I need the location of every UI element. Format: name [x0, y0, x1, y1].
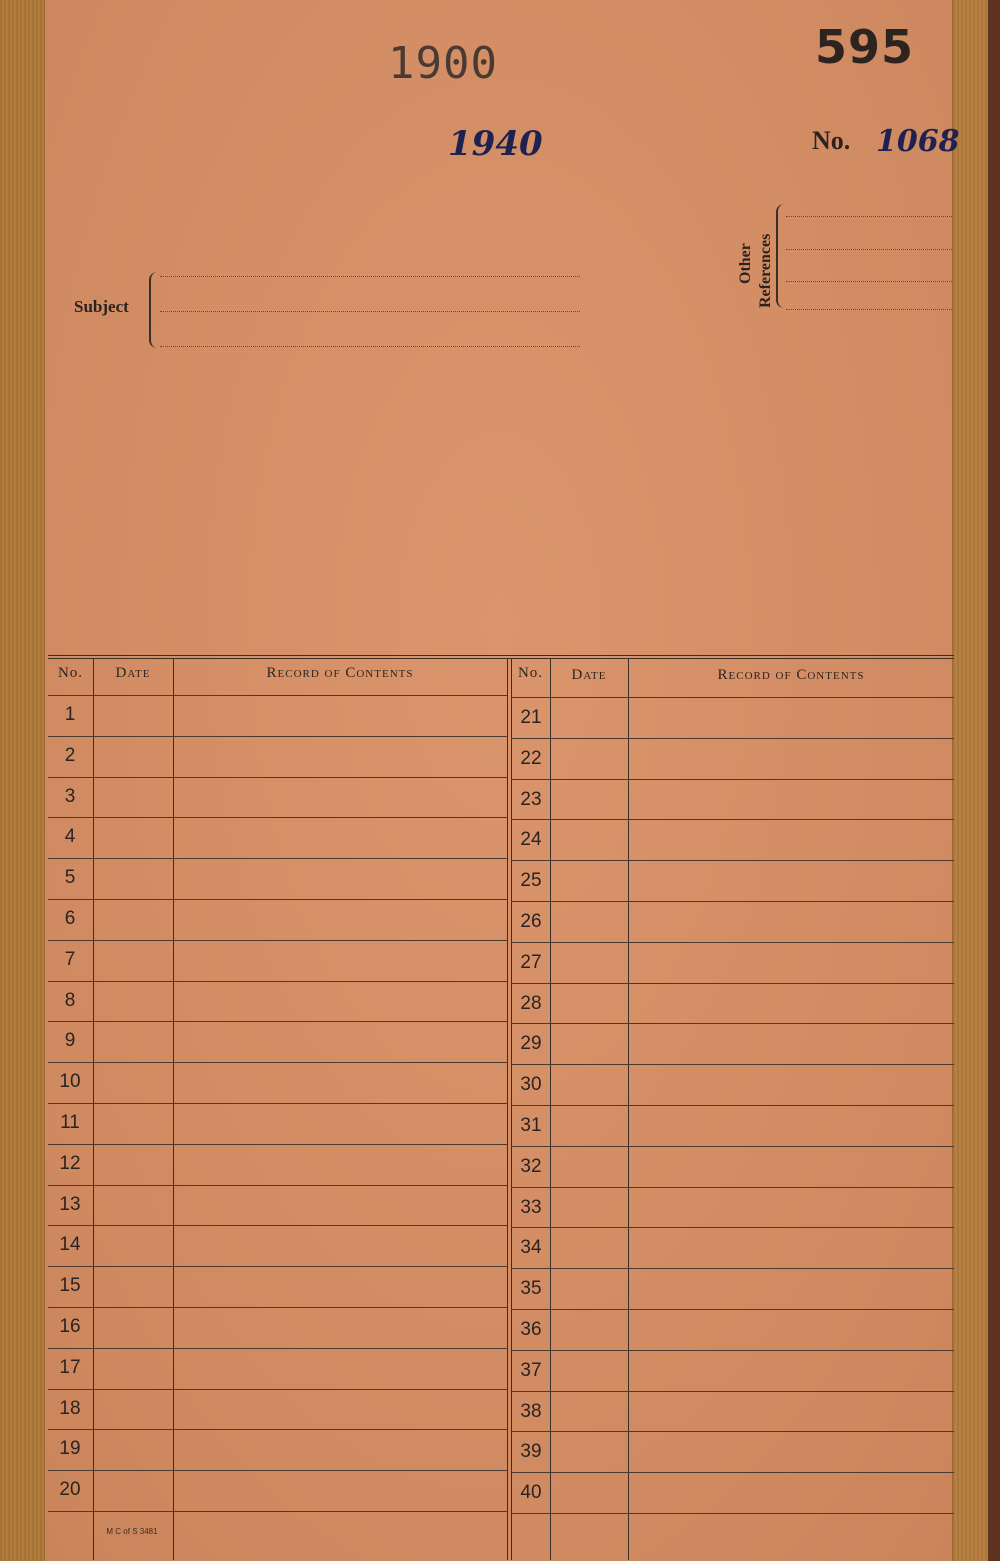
row-rule [511, 1187, 954, 1188]
row-rule [511, 1105, 954, 1106]
column-divider [173, 658, 174, 1560]
row-rule [511, 819, 954, 820]
row-rule [511, 983, 954, 984]
row-rule [511, 1391, 954, 1392]
reference-line [786, 249, 952, 250]
row-rule [48, 940, 507, 941]
row-number: 26 [520, 911, 542, 932]
row-number: 21 [520, 707, 542, 728]
row-number: 12 [59, 1152, 81, 1174]
row-number: 20 [59, 1479, 81, 1501]
row-rule [48, 777, 507, 778]
row-number: 14 [59, 1234, 81, 1256]
row-rule [511, 1268, 954, 1269]
row-number: 38 [520, 1400, 542, 1422]
table-top-rule [48, 655, 954, 656]
row-number: 13 [59, 1193, 81, 1215]
row-rule [511, 1309, 954, 1310]
row-number: 17 [59, 1356, 81, 1378]
row-number: 35 [520, 1278, 542, 1300]
row-rule [48, 1389, 507, 1390]
row-rule [511, 1513, 954, 1514]
row-number: 36 [520, 1319, 542, 1340]
row-number: 24 [520, 829, 542, 851]
row-number: 4 [64, 826, 76, 848]
row-rule [511, 738, 954, 739]
row-rule [48, 695, 507, 696]
row-number: 25 [520, 870, 542, 892]
left-binding-strip [0, 0, 45, 1561]
row-rule [511, 942, 954, 943]
row-rule [48, 1062, 507, 1063]
row-rule [511, 697, 954, 698]
contents-table [48, 655, 954, 1561]
left-col-date-header: Date [115, 665, 151, 681]
row-number: 37 [520, 1359, 542, 1381]
row-number: 22 [520, 747, 542, 769]
form-code: M C of S 3481 [106, 1527, 158, 1536]
row-rule [48, 1429, 507, 1430]
row-rule [511, 1064, 954, 1065]
row-number: 8 [64, 989, 76, 1011]
row-rule [48, 858, 507, 859]
row-rule [511, 901, 954, 902]
row-rule [48, 899, 507, 900]
row-rule [48, 1185, 507, 1186]
row-number: 34 [520, 1237, 542, 1259]
row-rule [511, 1227, 954, 1228]
row-rule [48, 1103, 507, 1104]
row-number: 10 [59, 1071, 81, 1093]
column-divider [507, 658, 508, 1560]
reference-line [786, 309, 952, 310]
row-number: 28 [520, 992, 542, 1014]
row-number: 30 [520, 1074, 542, 1096]
row-number: 32 [520, 1155, 542, 1177]
stamped-year: 1900 [388, 38, 498, 89]
row-number: 33 [520, 1196, 542, 1218]
subject-line [160, 276, 580, 277]
row-number: 15 [59, 1275, 81, 1297]
left-col-contents-header: Record of Contents [266, 665, 414, 681]
row-rule [48, 981, 507, 982]
row-number: 29 [520, 1033, 542, 1055]
right-binding-strip [952, 0, 989, 1561]
row-number: 7 [64, 948, 76, 970]
row-rule [48, 1511, 507, 1512]
row-number: 9 [64, 1030, 76, 1052]
row-rule [511, 860, 954, 861]
handwritten-year: 1940 [448, 124, 543, 164]
row-number: 19 [59, 1438, 81, 1460]
row-number: 40 [520, 1482, 542, 1504]
subject-brace [149, 272, 161, 348]
subject-label: Subject [74, 297, 129, 316]
reference-line [786, 216, 952, 217]
row-rule [48, 1144, 507, 1145]
table-top-rule [48, 658, 954, 659]
row-number: 6 [64, 908, 76, 929]
row-rule [511, 779, 954, 780]
row-rule [48, 1348, 507, 1349]
row-rule [48, 817, 507, 818]
references-brace [776, 204, 788, 308]
column-divider [628, 658, 629, 1560]
row-number: 3 [64, 785, 76, 807]
row-rule [48, 1021, 507, 1022]
row-number: 23 [520, 788, 542, 810]
other-references-line1: Other [737, 243, 754, 284]
left-col-no-header: No. [57, 665, 84, 681]
subject-line [160, 311, 580, 312]
row-rule [48, 1266, 507, 1267]
stamped-file-number: 595 [815, 20, 915, 74]
row-rule [511, 1146, 954, 1147]
row-number: 31 [520, 1115, 542, 1136]
row-rule [48, 736, 507, 737]
row-number: 16 [59, 1316, 81, 1337]
row-rule [48, 1307, 507, 1308]
right-col-contents-header: Record of Contents [717, 667, 865, 683]
row-rule [511, 1023, 954, 1024]
row-number: 27 [520, 951, 542, 973]
reference-line [786, 281, 952, 282]
row-number: 1 [64, 704, 76, 725]
number-label: No. [812, 126, 851, 155]
row-rule [511, 1350, 954, 1351]
row-number: 39 [520, 1441, 542, 1463]
other-references-line2: References [757, 233, 774, 308]
right-col-no-header: No. [517, 665, 544, 681]
row-number: 2 [64, 744, 76, 766]
row-number: 5 [64, 867, 76, 889]
subject-line [160, 346, 580, 347]
right-col-date-header: Date [571, 667, 607, 683]
row-rule [48, 1470, 507, 1471]
column-divider [93, 658, 94, 1560]
row-number: 18 [59, 1397, 81, 1419]
row-rule [511, 1431, 954, 1432]
row-number: 11 [60, 1112, 80, 1133]
page-edge [988, 0, 1000, 1561]
row-rule [511, 1472, 954, 1473]
handwritten-number: 1068 [876, 124, 960, 159]
row-rule [48, 1225, 507, 1226]
